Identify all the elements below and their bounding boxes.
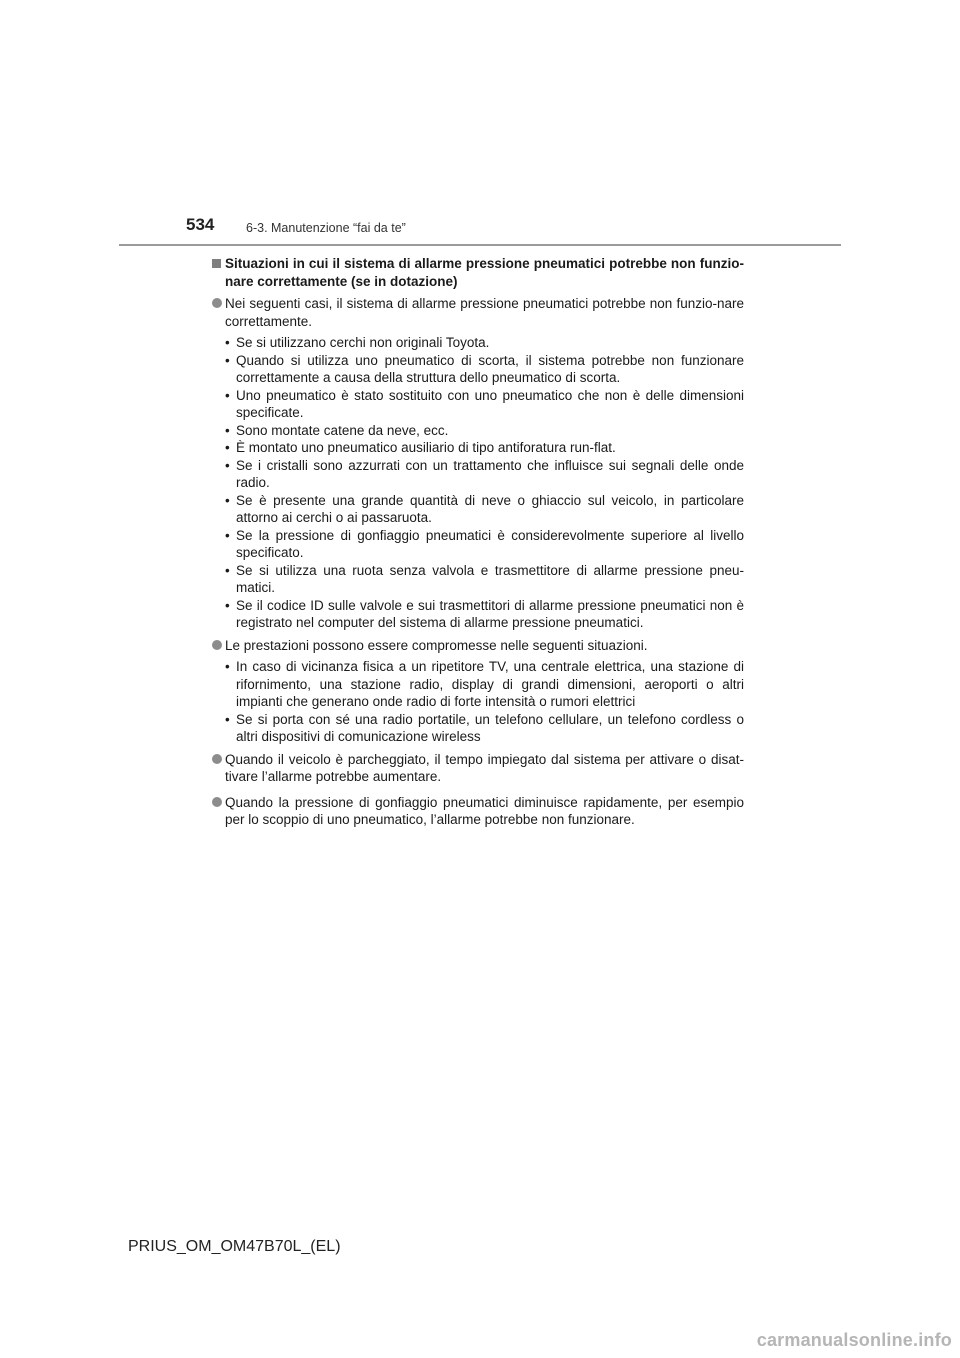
list-item-text: Se la pressione di gonfiaggio pneumatici è considerevolmente superiore al livello specificato. [236, 527, 744, 560]
circle-bullet-icon [212, 640, 222, 650]
page-number: 534 [186, 215, 215, 234]
list-item [212, 658, 744, 711]
bullet-icon: • [225, 597, 230, 613]
list-item-text: Se è presente una grande quantità di neve o ghiaccio sul veicolo, in particolare attorno ai cerchi o ai passaruota. [236, 492, 744, 525]
document-code: PRIUS_OM_OM47B70L_(EL) [128, 1238, 341, 1255]
header-divider [119, 244, 841, 246]
bullet-icon: • [225, 387, 230, 403]
list-item [212, 562, 744, 597]
point-item [212, 794, 744, 829]
list-item-text: È montato uno pneumatico ausiliario di tipo antiforatura run-flat. [236, 440, 616, 455]
circle-bullet-icon [212, 298, 222, 308]
list-item [212, 352, 744, 387]
bullet-icon: • [225, 527, 230, 543]
list-item [212, 422, 744, 440]
list-item [212, 711, 744, 746]
list-item-text: Se i cristalli sono azzurrati con un trattamento che influisce sui segnali delle onde radio. [236, 457, 744, 490]
list-item-text: Se il codice ID sulle valvole e sui trasmettitori di allarme pressione pneumatici non è registrato nel computer del sistema di allarme pressione pneumatici. [236, 597, 744, 630]
list-item [212, 527, 744, 562]
bullet-icon: • [225, 440, 230, 455]
bullet-icon: • [225, 492, 230, 508]
list-item [212, 492, 744, 527]
list-item-text: Uno pneumatico è stato sostituito con uno pneumatico che non è delle dimensioni specificate. [236, 387, 744, 420]
point-item [212, 295, 744, 330]
point-text: Le prestazioni possono essere compromesse nelle seguenti situazioni. [225, 637, 648, 653]
list-item [212, 439, 744, 457]
bullet-icon: • [225, 562, 230, 578]
list-item [212, 387, 744, 422]
main-content [212, 255, 744, 829]
point-text: Quando il veicolo è parcheggiato, il tempo impiegato dal sistema per attivare o disat-tivare l’allarme potrebbe aumentare. [225, 751, 744, 784]
point-text: Nei seguenti casi, il sistema di allarme pressione pneumatici potrebbe non funzio-nare correttamente. [225, 296, 744, 329]
list-item [212, 457, 744, 492]
list-item [212, 334, 744, 352]
list-item-text: Quando si utilizza uno pneumatico di scorta, il sistema potrebbe non funzionare correttamente a causa della struttura dello pneumatico di scorta. [236, 352, 744, 385]
condition-list [212, 658, 744, 746]
circle-bullet-icon [212, 797, 222, 807]
watermark: carmanualsonline.info [756, 1330, 952, 1350]
list-item-text: Se si utilizzano cerchi non originali Toyota. [236, 335, 490, 350]
list-item-text: Se si porta con sé una radio portatile, un telefono cellulare, un telefono cordless o altri dispositivi di comunicazione wireless [236, 711, 744, 744]
point-item [212, 751, 744, 786]
list-item [212, 597, 744, 632]
circle-bullet-icon [212, 754, 222, 764]
condition-list [212, 334, 744, 632]
bullet-icon: • [225, 422, 230, 438]
square-bullet-icon [212, 259, 221, 268]
section-heading-text: Situazioni in cui il sistema di allarme pressione pneumatici potrebbe non funzio-nare correttamente (se in dotazione) [225, 256, 744, 289]
list-item-text: Se si utilizza una ruota senza valvola e trasmettitore di allarme pressione pneu-matici. [236, 562, 744, 595]
list-item-text: In caso di vicinanza fisica a un ripetitore TV, una centrale elettrica, una stazione di rifornimento, una stazione radio, display di grandi dimensioni, aeroporti o altri impianti che generano onde radio di forte intensità o rumori elettrici [236, 659, 744, 709]
point-item [212, 637, 744, 655]
list-item-text: Sono montate catene da neve, ecc. [236, 422, 449, 438]
bullet-icon: • [225, 352, 230, 368]
point-text: Quando la pressione di gonfiaggio pneumatici diminuisce rapidamente, per esempio per lo scoppio di uno pneumatico, l’allarme potrebbe non funzionare. [225, 794, 744, 827]
bullet-icon: • [225, 659, 230, 674]
bullet-icon: • [225, 335, 230, 350]
section-title: 6-3. Manutenzione “fai da te” [246, 221, 406, 235]
bullet-icon: • [225, 711, 230, 727]
bullet-icon: • [225, 457, 230, 473]
section-heading [212, 255, 744, 290]
